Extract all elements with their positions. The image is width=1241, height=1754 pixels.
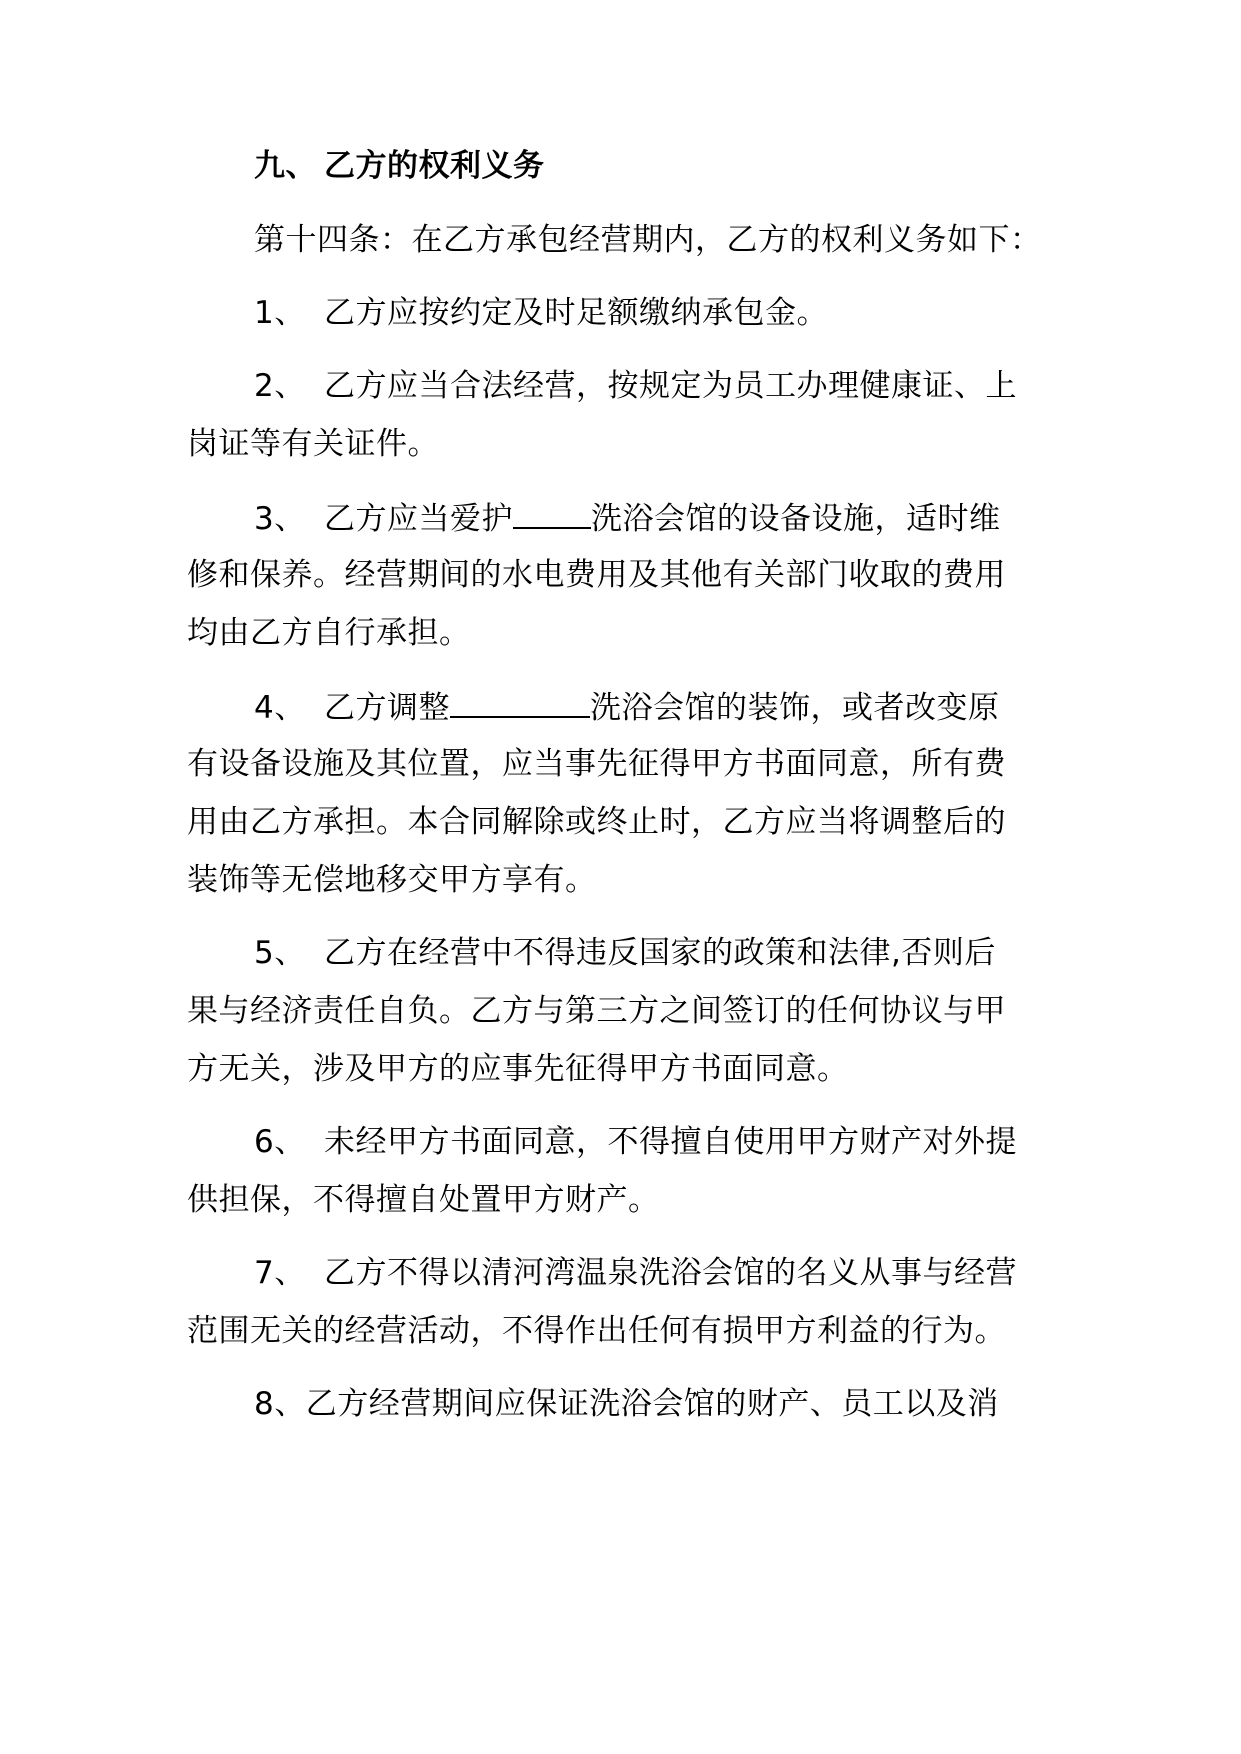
list-item-1 [254, 293, 828, 333]
item-text: 乙方不得以清河湾温泉洗浴会馆的名义从事与经营 [324, 1255, 1017, 1291]
item-text: 乙方在经营中不得违反国家的政策和法律,否则后 [324, 935, 996, 971]
item-text: 洗浴会馆的装饰，或者改变原 [590, 690, 1000, 726]
item-continuation: 有设备设施及其位置，应当事先征得甲方书面同意，所有费 [187, 746, 1006, 782]
item-text: 乙方经营期间应保证洗浴会馆的财产、员工以及消 [305, 1386, 999, 1422]
item-number: 3、 [254, 501, 306, 537]
list-item-7 [254, 1253, 1017, 1293]
list-item-5 [254, 933, 996, 973]
item-number: 4、 [254, 690, 306, 726]
article-intro: 第十四条：在乙方承包经营期内，乙方的权利义务如下： [254, 222, 1042, 258]
list-item-8 [254, 1384, 999, 1424]
fill-in-blank [513, 497, 591, 529]
section-heading [254, 146, 545, 186]
list-item-6 [254, 1122, 1017, 1162]
item-text: 未经甲方书面同意，不得擅自使用甲方财产对外提 [324, 1124, 1017, 1160]
item-number: 7、 [254, 1255, 306, 1291]
section-title: 乙方的权利义务 [324, 148, 545, 184]
item-number: 1、 [254, 295, 306, 331]
item-continuation: 岗证等有关证件。 [187, 426, 439, 462]
item-continuation: 均由乙方自行承担。 [187, 615, 471, 651]
item-text: 乙方调整 [324, 690, 450, 726]
item-continuation: 用由乙方承担。本合同解除或终止时，乙方应当将调整后的 [187, 804, 1006, 840]
item-text: 乙方应按约定及时足额缴纳承包金。 [324, 295, 828, 331]
section-number: 九、 [254, 148, 317, 184]
fill-in-blank [450, 686, 590, 718]
item-continuation: 装饰等无偿地移交甲方享有。 [187, 862, 597, 898]
item-continuation: 修和保养。经营期间的水电费用及其他有关部门收取的费用 [187, 557, 1006, 593]
item-number: 2、 [254, 368, 306, 404]
item-number: 6、 [254, 1124, 306, 1160]
item-continuation: 方无关，涉及甲方的应事先征得甲方书面同意。 [187, 1051, 849, 1087]
item-number: 8、 [254, 1386, 306, 1422]
list-item-2 [254, 366, 1017, 406]
item-continuation: 果与经济责任自负。乙方与第三方之间签订的任何协议与甲 [187, 993, 1006, 1029]
list-item-3 [254, 497, 1001, 539]
list-item-4 [254, 686, 1000, 728]
item-continuation: 范围无关的经营活动，不得作出任何有损甲方利益的行为。 [187, 1313, 1006, 1349]
item-text: 乙方应当合法经营，按规定为员工办理健康证、上 [324, 368, 1017, 404]
item-text: 乙方应当爱护 [324, 501, 513, 537]
item-continuation: 供担保，不得擅自处置甲方财产。 [187, 1182, 660, 1218]
item-text: 洗浴会馆的设备设施，适时维 [591, 501, 1001, 537]
item-number: 5、 [254, 935, 306, 971]
